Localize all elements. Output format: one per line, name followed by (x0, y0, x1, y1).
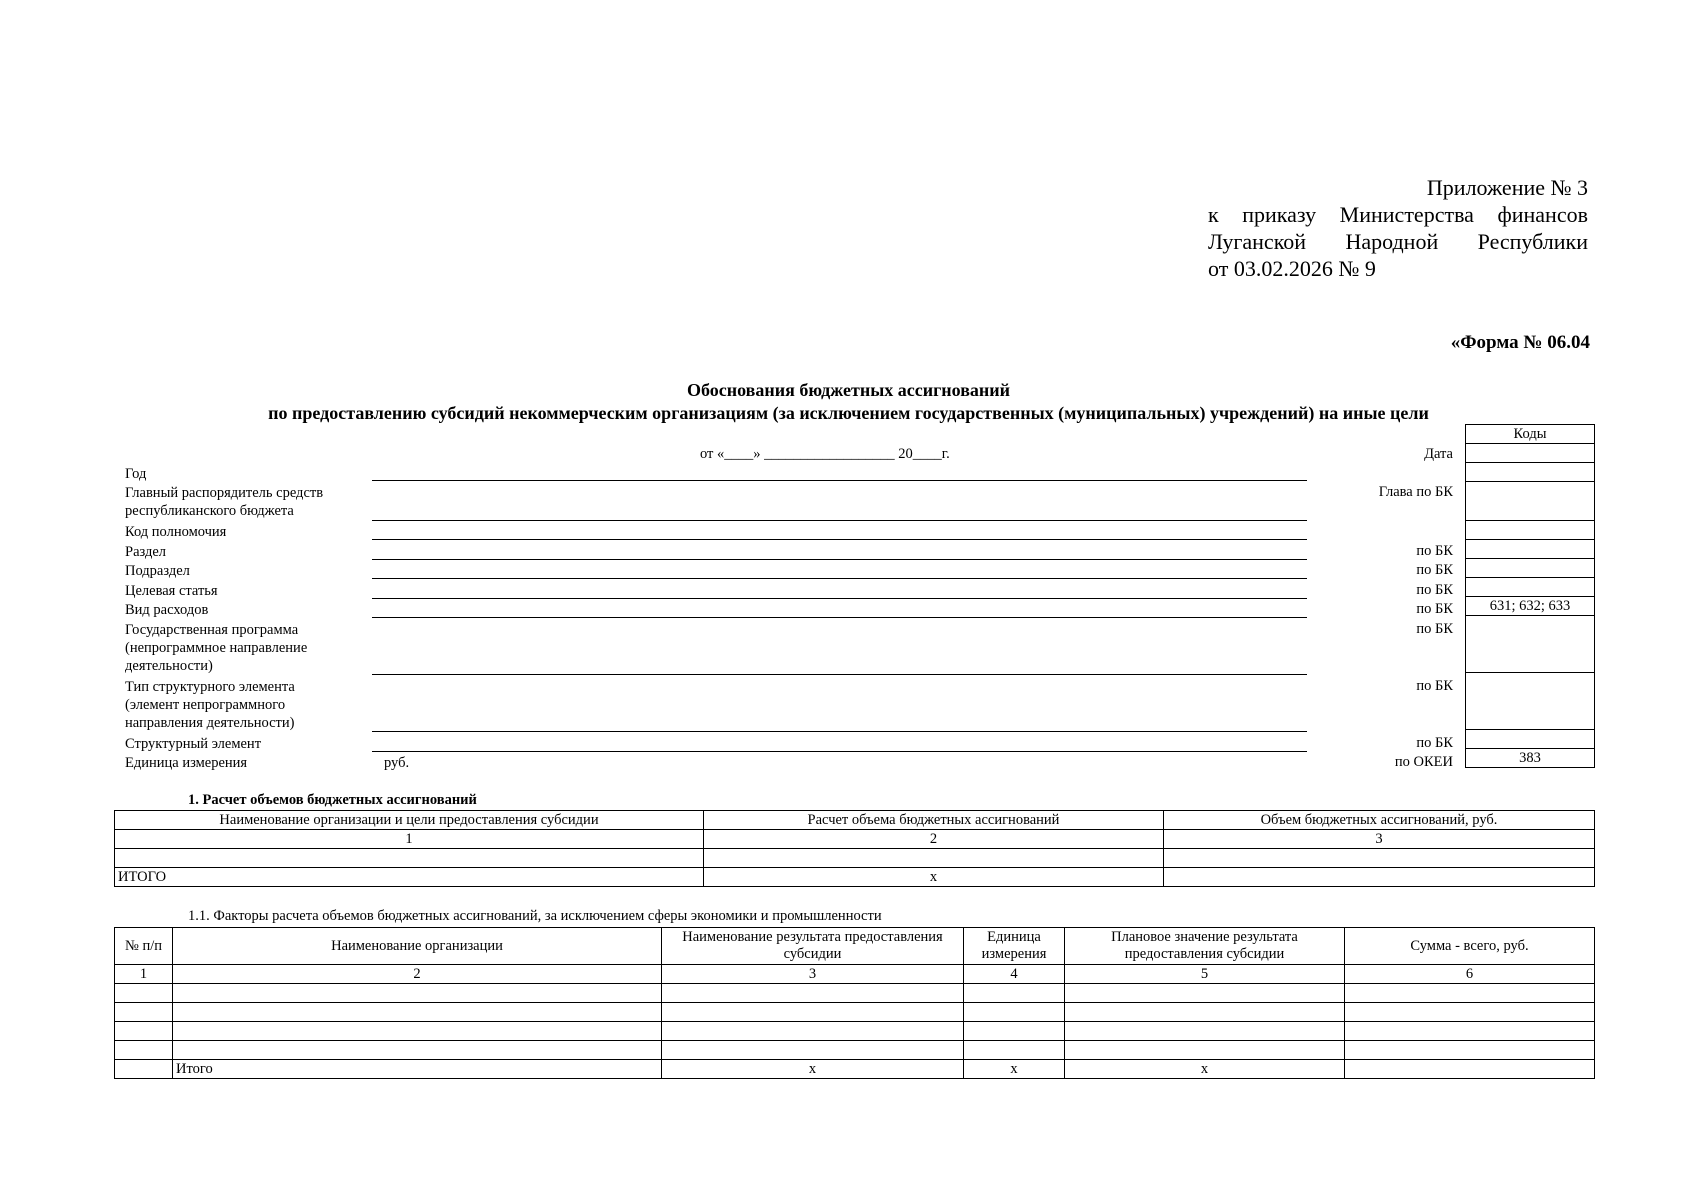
table-cell[interactable] (964, 1022, 1065, 1041)
column-header: Объем бюджетных ассигнований, руб. (1164, 811, 1595, 830)
date-line: от «____» __________________ 20____г. (700, 446, 950, 462)
table-cell[interactable] (173, 1003, 662, 1022)
label-po-okei: по ОКЕИ (1394, 754, 1453, 770)
column-number: 4 (964, 965, 1065, 984)
table-cell[interactable] (1065, 1041, 1345, 1060)
code-tip-elementa[interactable] (1466, 673, 1595, 730)
appendix-word: к (1208, 202, 1219, 227)
code-podrazdel[interactable] (1466, 559, 1595, 578)
column-number: 1 (115, 830, 704, 849)
total-mark: x (662, 1060, 964, 1079)
table-cell[interactable] (115, 849, 704, 868)
table-header-row (115, 811, 1595, 830)
column-number: 3 (1164, 830, 1595, 849)
column-number: 1 (115, 965, 173, 984)
table-number-row (115, 965, 1595, 984)
label-glava-bk: Глава по БК (1378, 484, 1453, 500)
column-header: Наименование организации (173, 928, 662, 965)
label-po-bk: по БК (1416, 621, 1453, 637)
table-cell[interactable] (115, 1003, 173, 1022)
section1-table (114, 810, 1595, 887)
column-number: 2 (173, 965, 662, 984)
total-value[interactable] (1345, 1060, 1595, 1079)
code-glava[interactable] (1466, 482, 1595, 521)
label-po-bk: по БК (1416, 601, 1453, 617)
field-line-razdel[interactable] (372, 559, 1307, 560)
label-grbs: Главный распорядитель средств республиканского бюджета (125, 485, 324, 519)
total-label: ИТОГО (115, 868, 704, 887)
table-cell[interactable] (964, 1041, 1065, 1060)
table-number-row (115, 830, 1595, 849)
table-cell[interactable] (662, 984, 964, 1003)
field-line-strukt-element[interactable] (372, 751, 1307, 752)
label-kod-polnomochiya: Код полномочия (125, 524, 227, 540)
label-po-bk: по БК (1416, 562, 1453, 578)
codes-table (1465, 424, 1595, 768)
appendix-block (1208, 174, 1588, 282)
total-mark: x (1065, 1060, 1345, 1079)
appendix-word: Республики (1477, 229, 1588, 254)
table-row (115, 1003, 1595, 1022)
field-line-year[interactable] (372, 480, 1307, 481)
section1-title: 1. Расчет объемов бюджетных ассигнований (188, 792, 477, 808)
appendix-word: Луганской (1208, 229, 1307, 254)
code-gos-programma[interactable] (1466, 616, 1595, 673)
table-cell[interactable] (1164, 849, 1595, 868)
document-subtitle: по предоставлению субсидий некоммерческим организациям (за исключением государственных (муниципальных) учреждений) на иные цели (268, 403, 1429, 423)
label-celevaya: Целевая статья (125, 583, 218, 599)
field-line-tip-elementa[interactable] (372, 731, 1307, 732)
column-header: Единица измерения (964, 928, 1065, 965)
label-razdel: Раздел (125, 544, 167, 560)
table-row (115, 849, 1595, 868)
total-mark: x (704, 868, 1164, 887)
appendix-line2 (1208, 201, 1588, 228)
total-row (115, 868, 1595, 887)
appendix-word: Народной (1345, 229, 1439, 254)
code-okei[interactable]: 383 (1466, 749, 1595, 768)
column-header: Плановое значение результата предоставления субсидии (1065, 928, 1345, 965)
table-cell[interactable] (1345, 984, 1595, 1003)
field-line-gos-programma[interactable] (372, 674, 1307, 675)
table-header-row (115, 928, 1595, 965)
table-cell[interactable] (662, 1003, 964, 1022)
label-data: Дата (1424, 446, 1453, 462)
table-cell[interactable] (662, 1041, 964, 1060)
total-mark: x (964, 1060, 1065, 1079)
form-number: «Форма № 06.04 (1450, 332, 1590, 353)
table-cell[interactable] (964, 1003, 1065, 1022)
code-celevaya[interactable] (1466, 578, 1595, 597)
edinica-value: руб. (384, 755, 410, 771)
column-header: Наименование организации и цели предоставления субсидии (115, 811, 704, 830)
table-row (115, 1022, 1595, 1041)
total-value[interactable] (1164, 868, 1595, 887)
appendix-line3 (1208, 228, 1588, 255)
field-line-grbs[interactable] (372, 520, 1307, 521)
code-strukt-element[interactable] (1466, 730, 1595, 749)
table-cell[interactable] (1065, 1003, 1345, 1022)
code-year[interactable] (1466, 463, 1595, 482)
label-podrazdel: Подраздел (125, 563, 190, 579)
appendix-word: приказу (1242, 202, 1317, 227)
label-po-bk: по БК (1416, 582, 1453, 598)
table-cell[interactable] (964, 984, 1065, 1003)
field-line-vid-rashodov[interactable] (372, 617, 1307, 618)
total-row (115, 1060, 1595, 1079)
table-row (115, 1041, 1595, 1060)
label-tip-elementa: Тип структурного элемента (элемент непрограммного направления деятельности) (125, 679, 295, 731)
appendix-line4: от 03.02.2026 № 9 (1208, 256, 1376, 281)
appendix-line1: Приложение № 3 (1426, 175, 1588, 200)
table-cell[interactable] (173, 1041, 662, 1060)
code-razdel[interactable] (1466, 540, 1595, 559)
column-number: 3 (662, 965, 964, 984)
label-gos-programma: Государственная программа (непрограммное направление деятельности) (125, 622, 308, 674)
label-vid-rashodov: Вид расходов (125, 602, 209, 618)
table-cell[interactable] (1065, 1022, 1345, 1041)
field-line-podrazdel[interactable] (372, 578, 1307, 579)
column-header: Сумма - всего, руб. (1345, 928, 1595, 965)
column-number: 5 (1065, 965, 1345, 984)
table-cell[interactable] (173, 984, 662, 1003)
table-cell[interactable] (1345, 1003, 1595, 1022)
column-header: Расчет объема бюджетных ассигнований (704, 811, 1164, 830)
table-cell (115, 1060, 173, 1079)
document-title: Обоснования бюджетных ассигнований (686, 380, 1011, 400)
table-cell[interactable] (115, 984, 173, 1003)
label-edinica: Единица измерения (125, 755, 248, 771)
field-line-polnomochie[interactable] (372, 539, 1307, 540)
appendix-word: финансов (1497, 202, 1588, 227)
column-number: 2 (704, 830, 1164, 849)
table-cell[interactable] (704, 849, 1164, 868)
table-cell[interactable] (115, 1041, 173, 1060)
table-row (115, 984, 1595, 1003)
label-po-bk: по БК (1416, 735, 1453, 751)
code-date[interactable] (1466, 444, 1595, 463)
section11-title: 1.1. Факторы расчета объемов бюджетных ассигнований, за исключением сферы экономики и промышленности (188, 908, 882, 924)
code-vid-rashodov[interactable]: 631; 632; 633 (1466, 597, 1595, 616)
label-strukt-element: Структурный элемент (125, 736, 262, 752)
table-cell[interactable] (115, 1022, 173, 1041)
field-line-celevaya[interactable] (372, 598, 1307, 599)
codes-header: Коды (1466, 425, 1595, 444)
column-header: Наименование результата предоставления субсидии (662, 928, 964, 965)
label-po-bk: по БК (1416, 678, 1453, 694)
label-po-bk: по БК (1416, 543, 1453, 559)
column-number: 6 (1345, 965, 1595, 984)
table-cell[interactable] (1345, 1041, 1595, 1060)
table-cell[interactable] (662, 1022, 964, 1041)
total-label: Итого (173, 1060, 662, 1079)
section11-table (114, 927, 1595, 1079)
label-year: Год (125, 466, 147, 482)
table-cell[interactable] (1345, 1022, 1595, 1041)
code-polnomochie[interactable] (1466, 521, 1595, 540)
table-cell[interactable] (1065, 984, 1345, 1003)
appendix-word: Министерства (1339, 202, 1474, 227)
column-header: № п/п (115, 928, 173, 965)
table-cell[interactable] (173, 1022, 662, 1041)
